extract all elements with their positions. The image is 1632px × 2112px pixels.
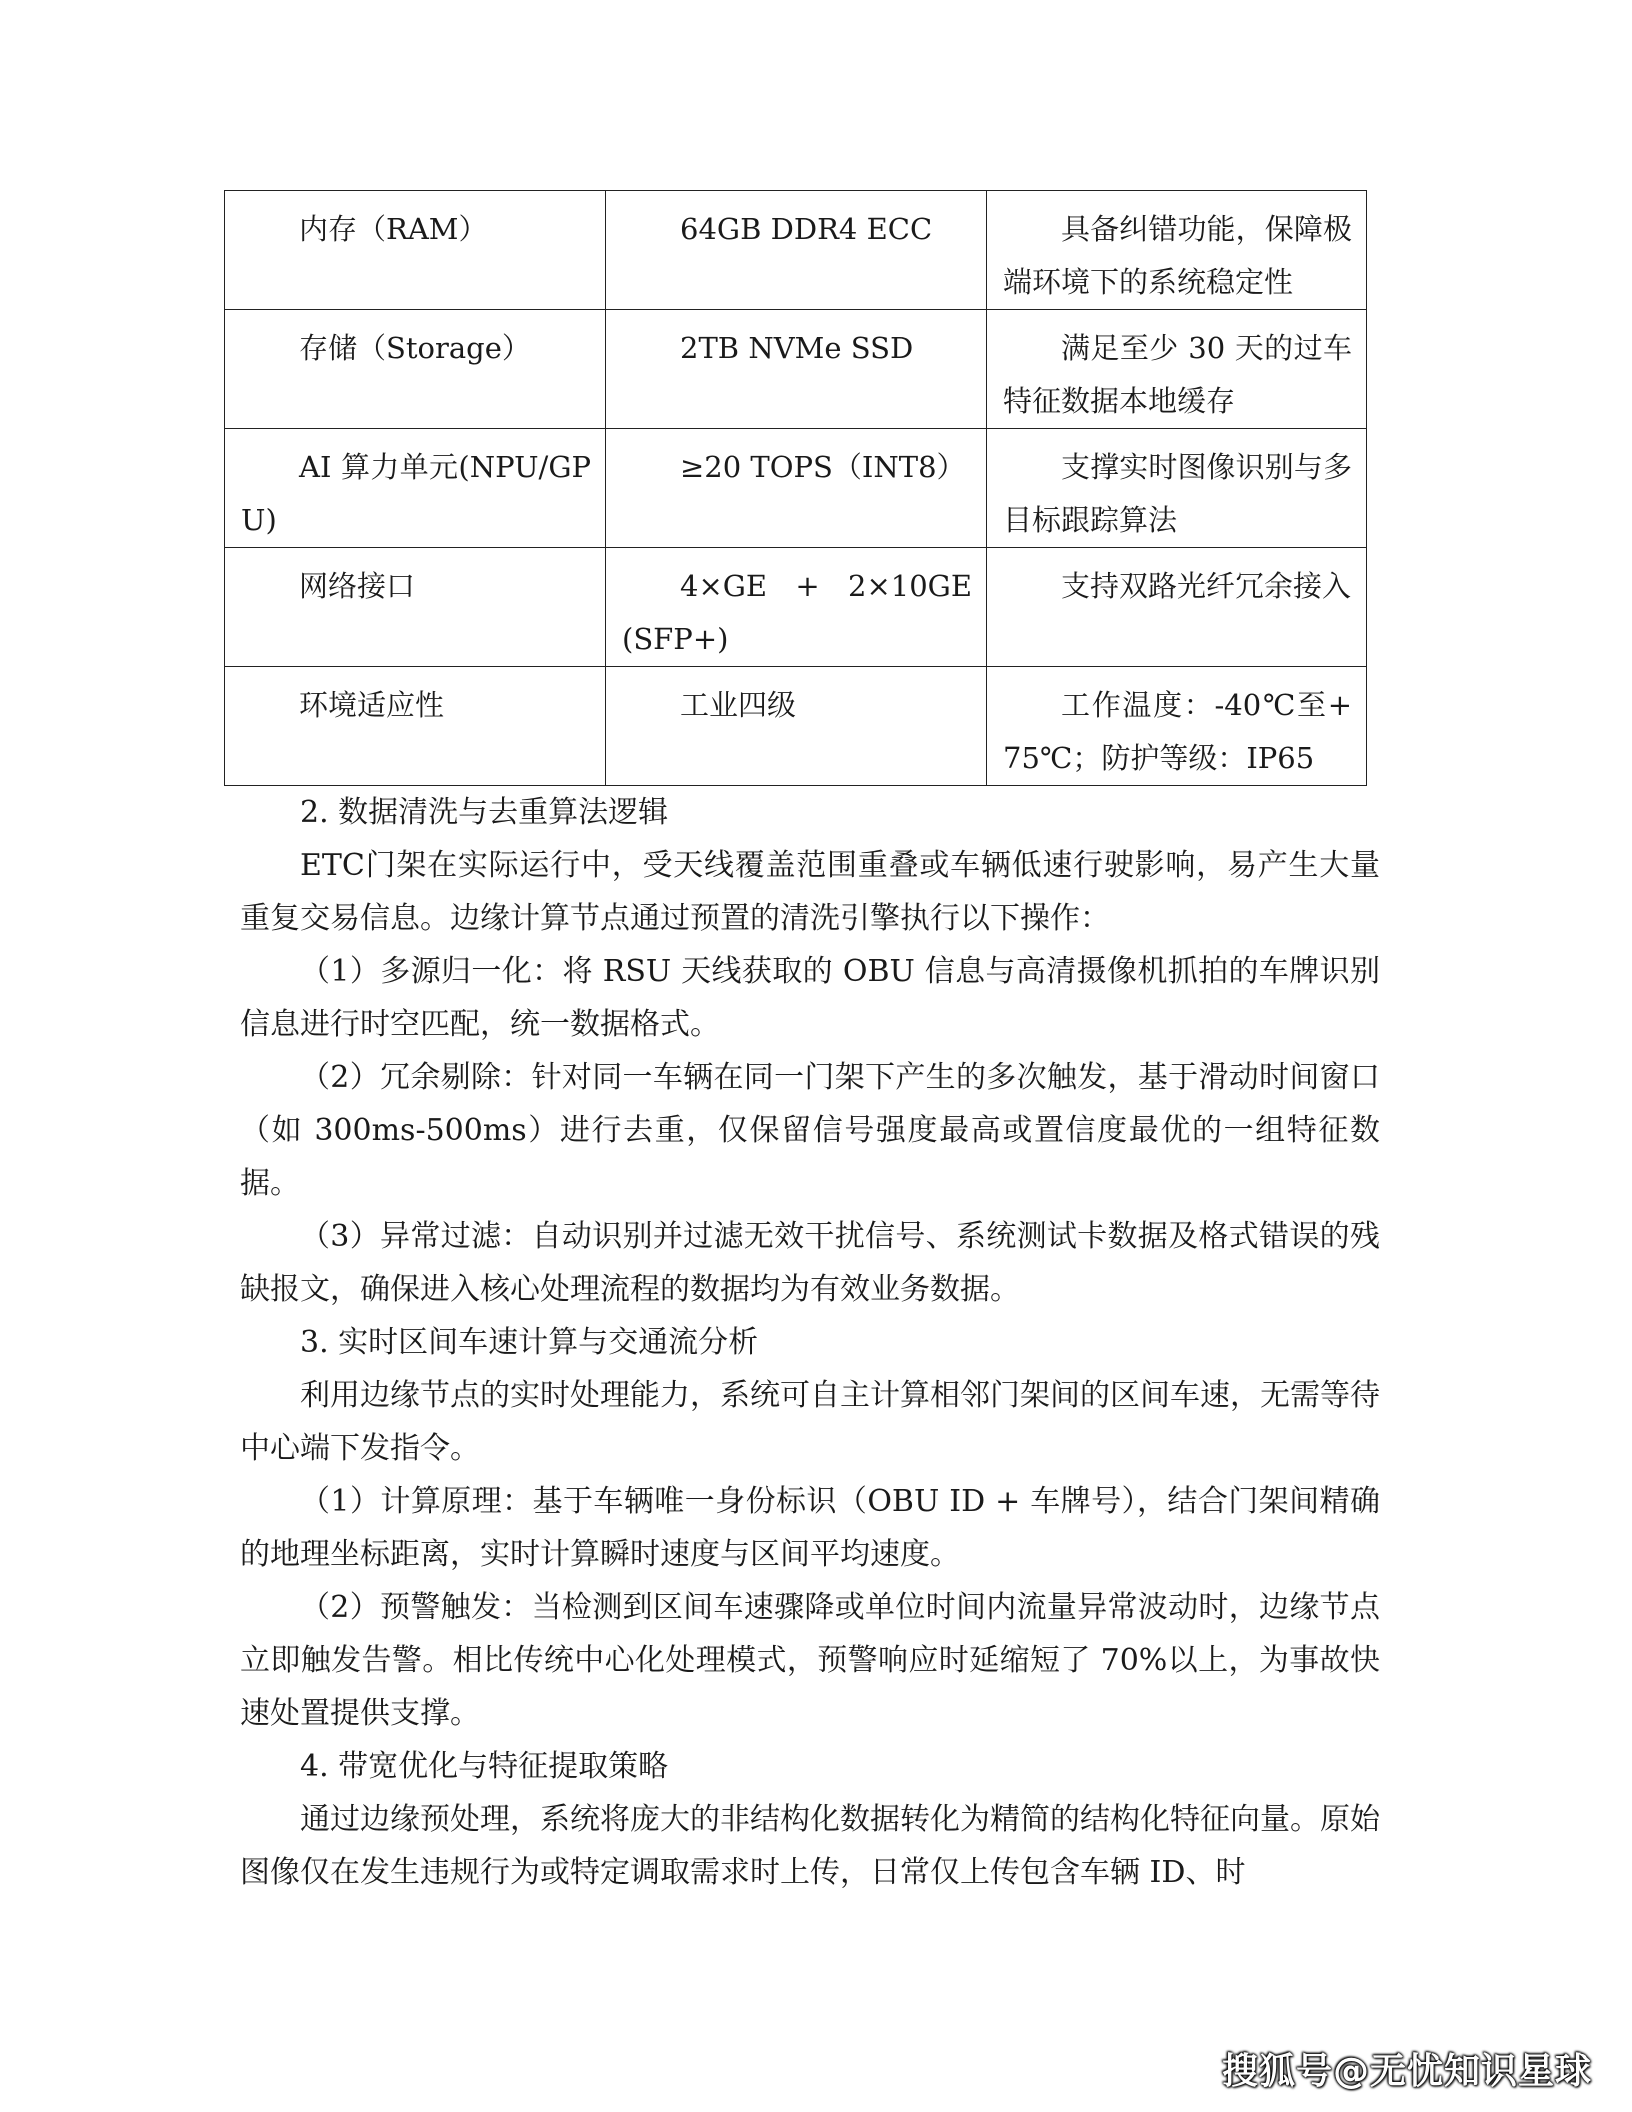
document-body <box>240 786 1380 1899</box>
paragraph: （1）计算原理：基于车辆唯一身份标识（OBU ID + 车牌号），结合门架间精确的地理坐标距离，实时计算瞬时速度与区间平均速度。 <box>240 1484 1380 1572</box>
row-spec: 工业四级 <box>606 667 987 786</box>
row-name: 环境适应性 <box>225 667 606 786</box>
paragraph: （2）冗余剔除：针对同一车辆在同一门架下产生的多次触发，基于滑动时间窗口（如 300ms-500ms）进行去重，仅保留信号强度最高或置信度最优的一组特征数据。 <box>240 1060 1380 1201</box>
spec-table <box>224 190 1367 786</box>
table-row <box>225 310 1367 429</box>
row-spec: ≥20 TOPS（INT8） <box>606 429 987 548</box>
paragraph: （2）预警触发：当检测到区间车速骤降或单位时间内流量异常波动时，边缘节点立即触发告警。相比传统中心化处理模式，预警响应时延缩短了 70%以上，为事故快速处置提供支撑。 <box>240 1590 1380 1731</box>
row-spec: 64GB DDR4 ECC <box>606 191 987 310</box>
table-row <box>225 429 1367 548</box>
paragraph: （3）异常过滤：自动识别并过滤无效干扰信号、系统测试卡数据及格式错误的残缺报文，确保进入核心处理流程的数据均为有效业务数据。 <box>240 1219 1380 1307</box>
table-row <box>225 548 1367 667</box>
row-spec: 4×GE + 2×10GE (SFP+) <box>606 548 987 667</box>
paragraph: 通过边缘预处理，系统将庞大的非结构化数据转化为精简的结构化特征向量。原始图像仅在发生违规行为或特定调取需求时上传，日常仅上传包含车辆 ID、时 <box>240 1802 1380 1890</box>
row-note: 支持双路光纤冗余接入 <box>987 548 1367 667</box>
row-name: 存储（Storage） <box>225 310 606 429</box>
row-note: 支撑实时图像识别与多目标跟踪算法 <box>987 429 1367 548</box>
row-name: 内存（RAM） <box>225 191 606 310</box>
row-note: 满足至少 30 天的过车特征数据本地缓存 <box>987 310 1367 429</box>
table-row <box>225 191 1367 310</box>
paragraph: ETC门架在实际运行中，受天线覆盖范围重叠或车辆低速行驶影响，易产生大量重复交易信息。边缘计算节点通过预置的清洗引擎执行以下操作： <box>240 848 1380 936</box>
section-heading: 4. 带宽优化与特征提取策略 <box>300 1749 669 1784</box>
row-spec: 2TB NVMe SSD <box>606 310 987 429</box>
row-name: AI 算力单元(NPU/GPU) <box>225 429 606 548</box>
paragraph: （1）多源归一化：将 RSU 天线获取的 OBU 信息与高清摄像机抓拍的车牌识别信息进行时空匹配，统一数据格式。 <box>240 954 1380 1042</box>
section-heading: 2. 数据清洗与去重算法逻辑 <box>300 795 669 830</box>
section-heading: 3. 实时区间车速计算与交通流分析 <box>300 1325 759 1360</box>
row-name: 网络接口 <box>225 548 606 667</box>
paragraph: 利用边缘节点的实时处理能力，系统可自主计算相邻门架间的区间车速，无需等待中心端下发指令。 <box>240 1378 1380 1466</box>
row-note: 工作温度：-40℃至+75℃；防护等级：IP65 <box>987 667 1367 786</box>
watermark: 搜狐号@无忧知识星球 <box>1221 2051 1592 2092</box>
row-note: 具备纠错功能，保障极端环境下的系统稳定性 <box>987 191 1367 310</box>
table-row <box>225 667 1367 786</box>
